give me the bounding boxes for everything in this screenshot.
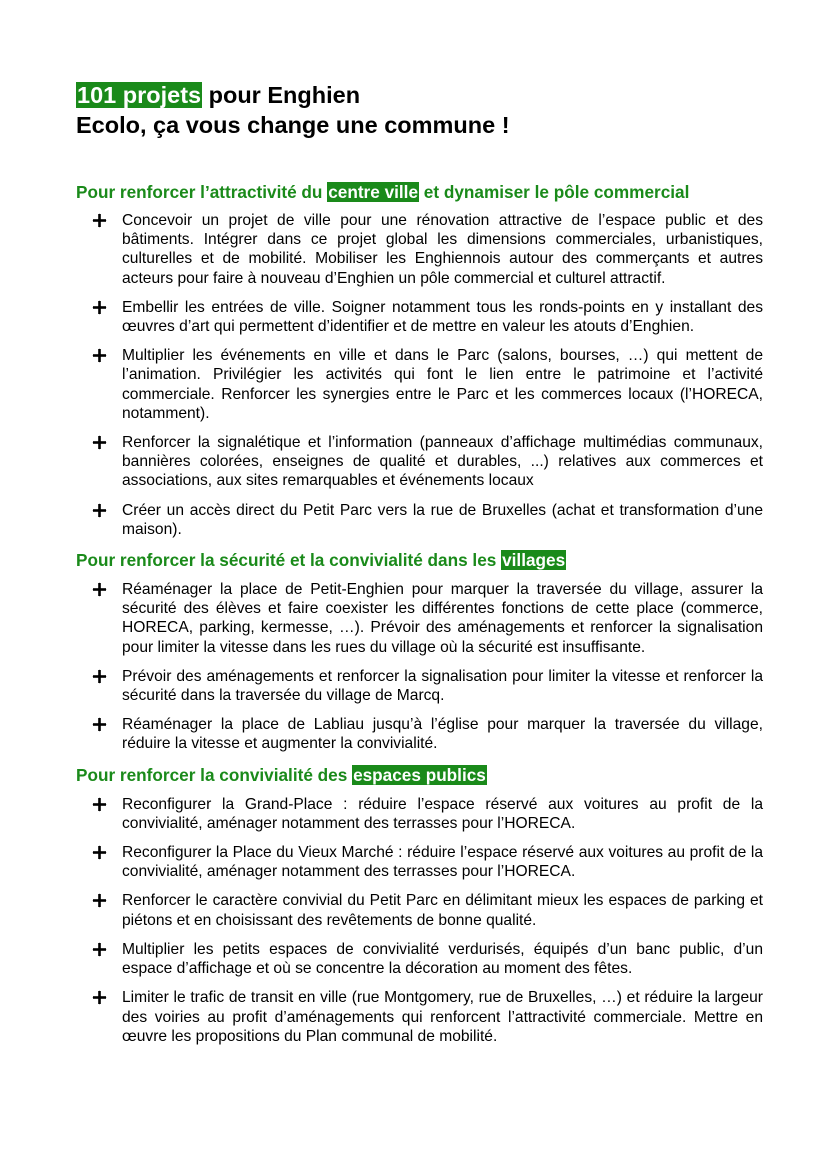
document-subtitle: Ecolo, ça vous change une commune ! xyxy=(76,112,510,138)
list-item-text: Limiter le trafic de transit en ville (rue Montgomery, rue de Bruxelles, …) et réduire la largeur des voiries au profit d’aménagements qui renforcent l’attractivité commerciale. Mettre en œuvre les propositions du Plan communal de mobilité. xyxy=(122,989,763,1045)
section-list-espaces-publics xyxy=(76,795,763,1046)
section-list-villages xyxy=(76,580,763,754)
plus-cross-icon xyxy=(92,503,107,518)
list-item xyxy=(76,346,763,423)
list-item xyxy=(76,298,763,336)
list-item-text: Reconfigurer la Grand-Place : réduire l’espace réservé aux voitures au profit de la convivialité, aménager notamment des terrasses pour l’HORECA. xyxy=(122,795,763,832)
list-item xyxy=(76,988,763,1046)
list-item xyxy=(76,843,763,881)
list-item-text: Créer un accès direct du Petit Parc vers la rue de Bruxelles (achat et transformation d’une maison). xyxy=(122,501,763,538)
plus-cross-icon xyxy=(92,893,107,908)
list-item xyxy=(76,667,763,705)
list-item-text: Renforcer la signalétique et l’information (panneaux d’affichage multimédias communaux, bannières colorées, enseignes de qualité et durables, ...) relatives aux commerces et associations, aux sites remarquables et événements locaux xyxy=(122,434,763,490)
section-heading-espaces-publics xyxy=(76,764,763,786)
plus-cross-icon xyxy=(92,717,107,732)
plus-cross-icon xyxy=(92,797,107,812)
plus-cross-icon xyxy=(92,990,107,1005)
section-heading-text: et dynamiser le pôle commercial xyxy=(419,182,690,202)
list-item xyxy=(76,891,763,929)
plus-cross-icon xyxy=(92,213,107,228)
list-item-text: Prévoir des aménagements et renforcer la signalisation pour limiter la vitesse et renforcer la sécurité dans la traversée du village de Marcq. xyxy=(122,667,763,705)
plus-cross-icon xyxy=(92,348,107,363)
list-item-text: Réaménager la place de Petit-Enghien pour marquer la traversée du village, assurer la sécurité des élèves et faire coexister les différentes fonctions de cette place (commerce, HORECA, parking, kermesse, …). Prévoir des aménagements et renforcer la signalisation pour limiter la vitesse dans les rues du village où la sécurité est insuffisante. xyxy=(122,581,763,656)
document-title xyxy=(76,80,763,110)
section-heading-highlight: espaces publics xyxy=(353,764,486,785)
title-rest: pour Enghien xyxy=(202,82,361,108)
section-list-centre-ville xyxy=(76,211,763,539)
list-item-text: Multiplier les événements en ville et dans le Parc (salons, bourses, …) qui mettent de l’animation. Privilégier les activités qui font le lien entre le patrimoine et l’activité commerciale. Renforcer les synergies entre le Parc et les commerces locaux (l’HORECA, notamment). xyxy=(122,347,763,422)
plus-cross-icon xyxy=(92,300,107,315)
list-item-text: Renforcer le caractère convivial du Petit Parc en délimitant mieux les espaces de parking et piétons et en choisissant des revêtements de bonne qualité. xyxy=(122,892,763,929)
list-item-text: Embellir les entrées de ville. Soigner notamment tous les ronds-points en y installant des œuvres d’art qui permettent d’identifier et de mettre en valeur les atouts d’Enghien. xyxy=(122,298,763,336)
section-heading-villages xyxy=(76,549,763,571)
list-item-text: Réaménager la place de Labliau jusqu’à l’église pour marquer la traversée du village, réduire la vitesse et augmenter la convivialité. xyxy=(122,716,763,753)
list-item xyxy=(76,940,763,978)
plus-cross-icon xyxy=(92,845,107,860)
plus-cross-icon xyxy=(92,582,107,597)
list-item-text: Concevoir un projet de ville pour une rénovation attractive de l’espace public et des bâtiments. Intégrer dans ce projet global les dimensions commerciales, urbanistiques, culturelles et de mobilité. Mobiliser les Enghiennois autour des commerçants et autres acteurs pour faire à nouveau d’Enghien un pôle commercial et culturel attractif. xyxy=(122,212,763,287)
list-item xyxy=(76,795,763,833)
list-item-text: Reconfigurer la Place du Vieux Marché : réduire l’espace réservé aux voitures au profit de la convivialité, aménager notamment des terrasses pour l’HORECA. xyxy=(122,844,763,881)
section-heading-text: Pour renforcer la sécurité et la convivialité dans les xyxy=(76,550,502,571)
section-heading-text: Pour renforcer la convivialité des xyxy=(76,764,353,785)
title-highlight: 101 projets xyxy=(77,82,202,108)
section-heading-centre-ville xyxy=(76,181,763,203)
section-heading-text: Pour renforcer l’attractivité du xyxy=(76,182,328,202)
plus-cross-icon xyxy=(92,942,107,957)
list-item xyxy=(76,211,763,288)
list-item xyxy=(76,433,763,491)
list-item-text: Multiplier les petits espaces de convivialité verdurisés, équipés d’un banc public, d’un espace d’affichage et où se concentre la décoration au moment des fêtes. xyxy=(122,940,763,978)
list-item xyxy=(76,580,763,657)
section-heading-highlight: villages xyxy=(502,550,566,571)
list-item xyxy=(76,715,763,753)
section-heading-highlight: centre ville xyxy=(328,182,419,202)
list-item xyxy=(76,501,763,539)
plus-cross-icon xyxy=(92,435,107,450)
document-page xyxy=(76,80,763,1046)
plus-cross-icon xyxy=(92,669,107,684)
